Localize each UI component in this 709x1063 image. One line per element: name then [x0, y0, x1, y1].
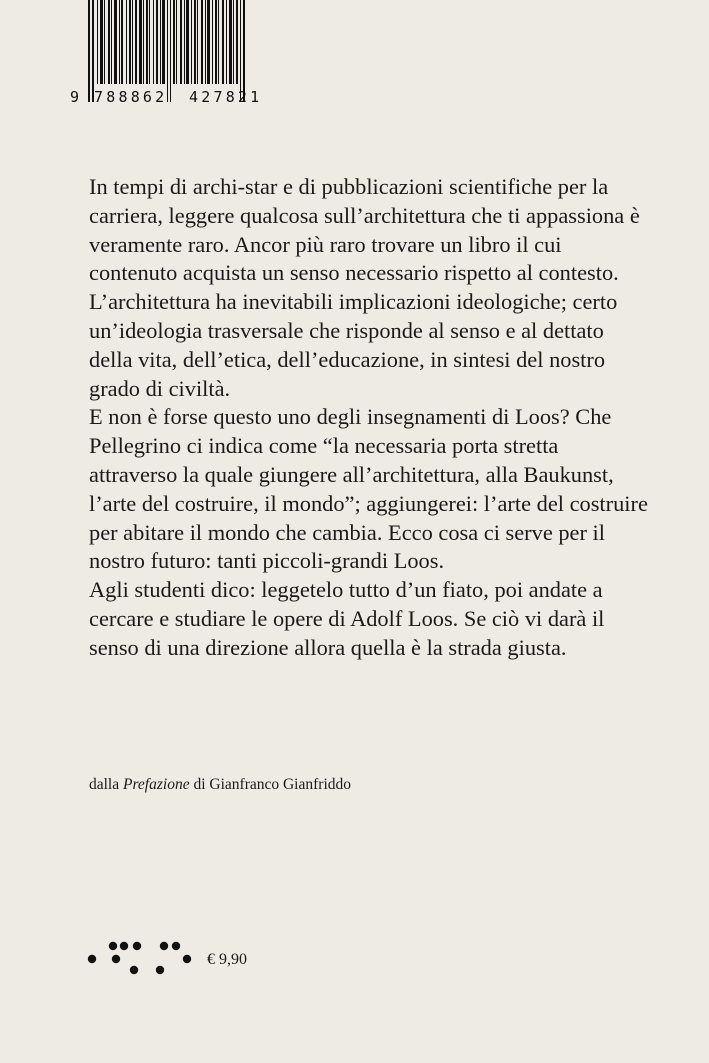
barcode-bar	[88, 0, 90, 102]
blurb-paragraph: E non è forse questo uno degli insegnamenti di Loos? Che Pellegrino ci indica come “la necessaria porta stretta attraverso la quale giungere all’architettura, alla Baukunst, l’arte del costruire, il mondo”; aggiungerei: l’arte del costruire per abitare il mondo che cambia. Ecco cosa ci serve per il nostro futuro: tanti piccoli-grandi Loos.	[89, 404, 648, 574]
barcode-bar	[139, 0, 142, 84]
barcode-bar	[240, 0, 241, 102]
barcode-bar	[243, 0, 245, 102]
barcode-bar	[97, 0, 98, 84]
barcode-bar	[201, 0, 203, 84]
barcode-bar	[108, 0, 110, 84]
barcode-bar	[119, 0, 120, 84]
barcode-bar	[132, 0, 133, 84]
barcode-bar	[162, 0, 165, 84]
barcode-bar	[121, 0, 123, 84]
barcode-bar	[100, 0, 103, 84]
barcode-bar	[180, 0, 182, 84]
barcode-bar	[212, 0, 213, 84]
barcode-bar	[191, 0, 192, 84]
barcode-bar	[160, 0, 161, 84]
barcode-bar	[218, 0, 219, 84]
attribution-prefix: dalla	[89, 776, 120, 793]
barcode-bar	[215, 0, 217, 84]
barcode-bar	[104, 0, 105, 84]
barcode-bar	[229, 0, 232, 84]
barcode-bar	[173, 0, 175, 84]
blurb-paragraph: Agli studenti dico: leggetelo tutto d’un fiato, poi andate a cercare e studiare le opere di Adolf Loos. Se ciò vi darà il senso di una direzione allora quella è la strada giusta.	[89, 577, 605, 660]
blurb-paragraph: L’architettura ha inevitabili implicazioni ideologiche; certo un’ideologia trasversale che risponde al senso e al dettato della vita, dell’etica, dell’educazione, in sintesi del nostro grado di civiltà.	[89, 289, 618, 401]
barcode-bar	[129, 0, 131, 84]
barcode-bar	[126, 0, 127, 84]
back-cover-blurb	[89, 173, 649, 663]
barcode-bar	[226, 0, 227, 84]
barcode-bar	[146, 0, 148, 84]
barcode-bar	[156, 0, 158, 84]
barcode-bar	[176, 0, 177, 84]
barcode-digits-left: 788862	[94, 88, 168, 106]
barcode-bar	[149, 0, 150, 84]
barcode-bar	[153, 0, 154, 84]
price-label: € 9,90	[207, 951, 247, 968]
barcode-digit-first: 9	[70, 88, 83, 106]
barcode-bar	[197, 0, 198, 84]
attribution-suffix: di Gianfranco Gianfriddo	[193, 776, 351, 793]
quote-attribution	[89, 775, 351, 795]
barcode-bar	[236, 0, 238, 84]
barcode-bar	[233, 0, 234, 84]
barcode-digits-right: 427821	[189, 88, 263, 106]
barcode-bar	[194, 0, 196, 84]
dots-logo-icon	[86, 938, 198, 978]
barcode-bar	[205, 0, 206, 84]
barcode-bar	[143, 0, 144, 84]
barcode-bar	[135, 0, 137, 84]
barcode-bar	[184, 0, 185, 84]
blurb-paragraph: In tempi di archi-star e di pubblicazioni scientifiche per la carriera, leggere qualcosa sull’architettura che ti appassiona è veramente raro. Ancor più raro trovare un libro il cui contenuto acquista un senso necessario rispetto al contesto.	[89, 174, 640, 286]
attribution-work: Prefazione	[123, 776, 190, 793]
barcode-bar	[114, 0, 117, 84]
barcode-bar	[186, 0, 189, 84]
barcode-bar	[170, 0, 171, 102]
barcode-bar	[222, 0, 224, 84]
barcode-bar	[167, 0, 168, 102]
barcode-bar	[92, 0, 94, 102]
isbn-barcode	[70, 0, 295, 112]
barcode-bar	[207, 0, 210, 84]
barcode-bar	[111, 0, 112, 84]
